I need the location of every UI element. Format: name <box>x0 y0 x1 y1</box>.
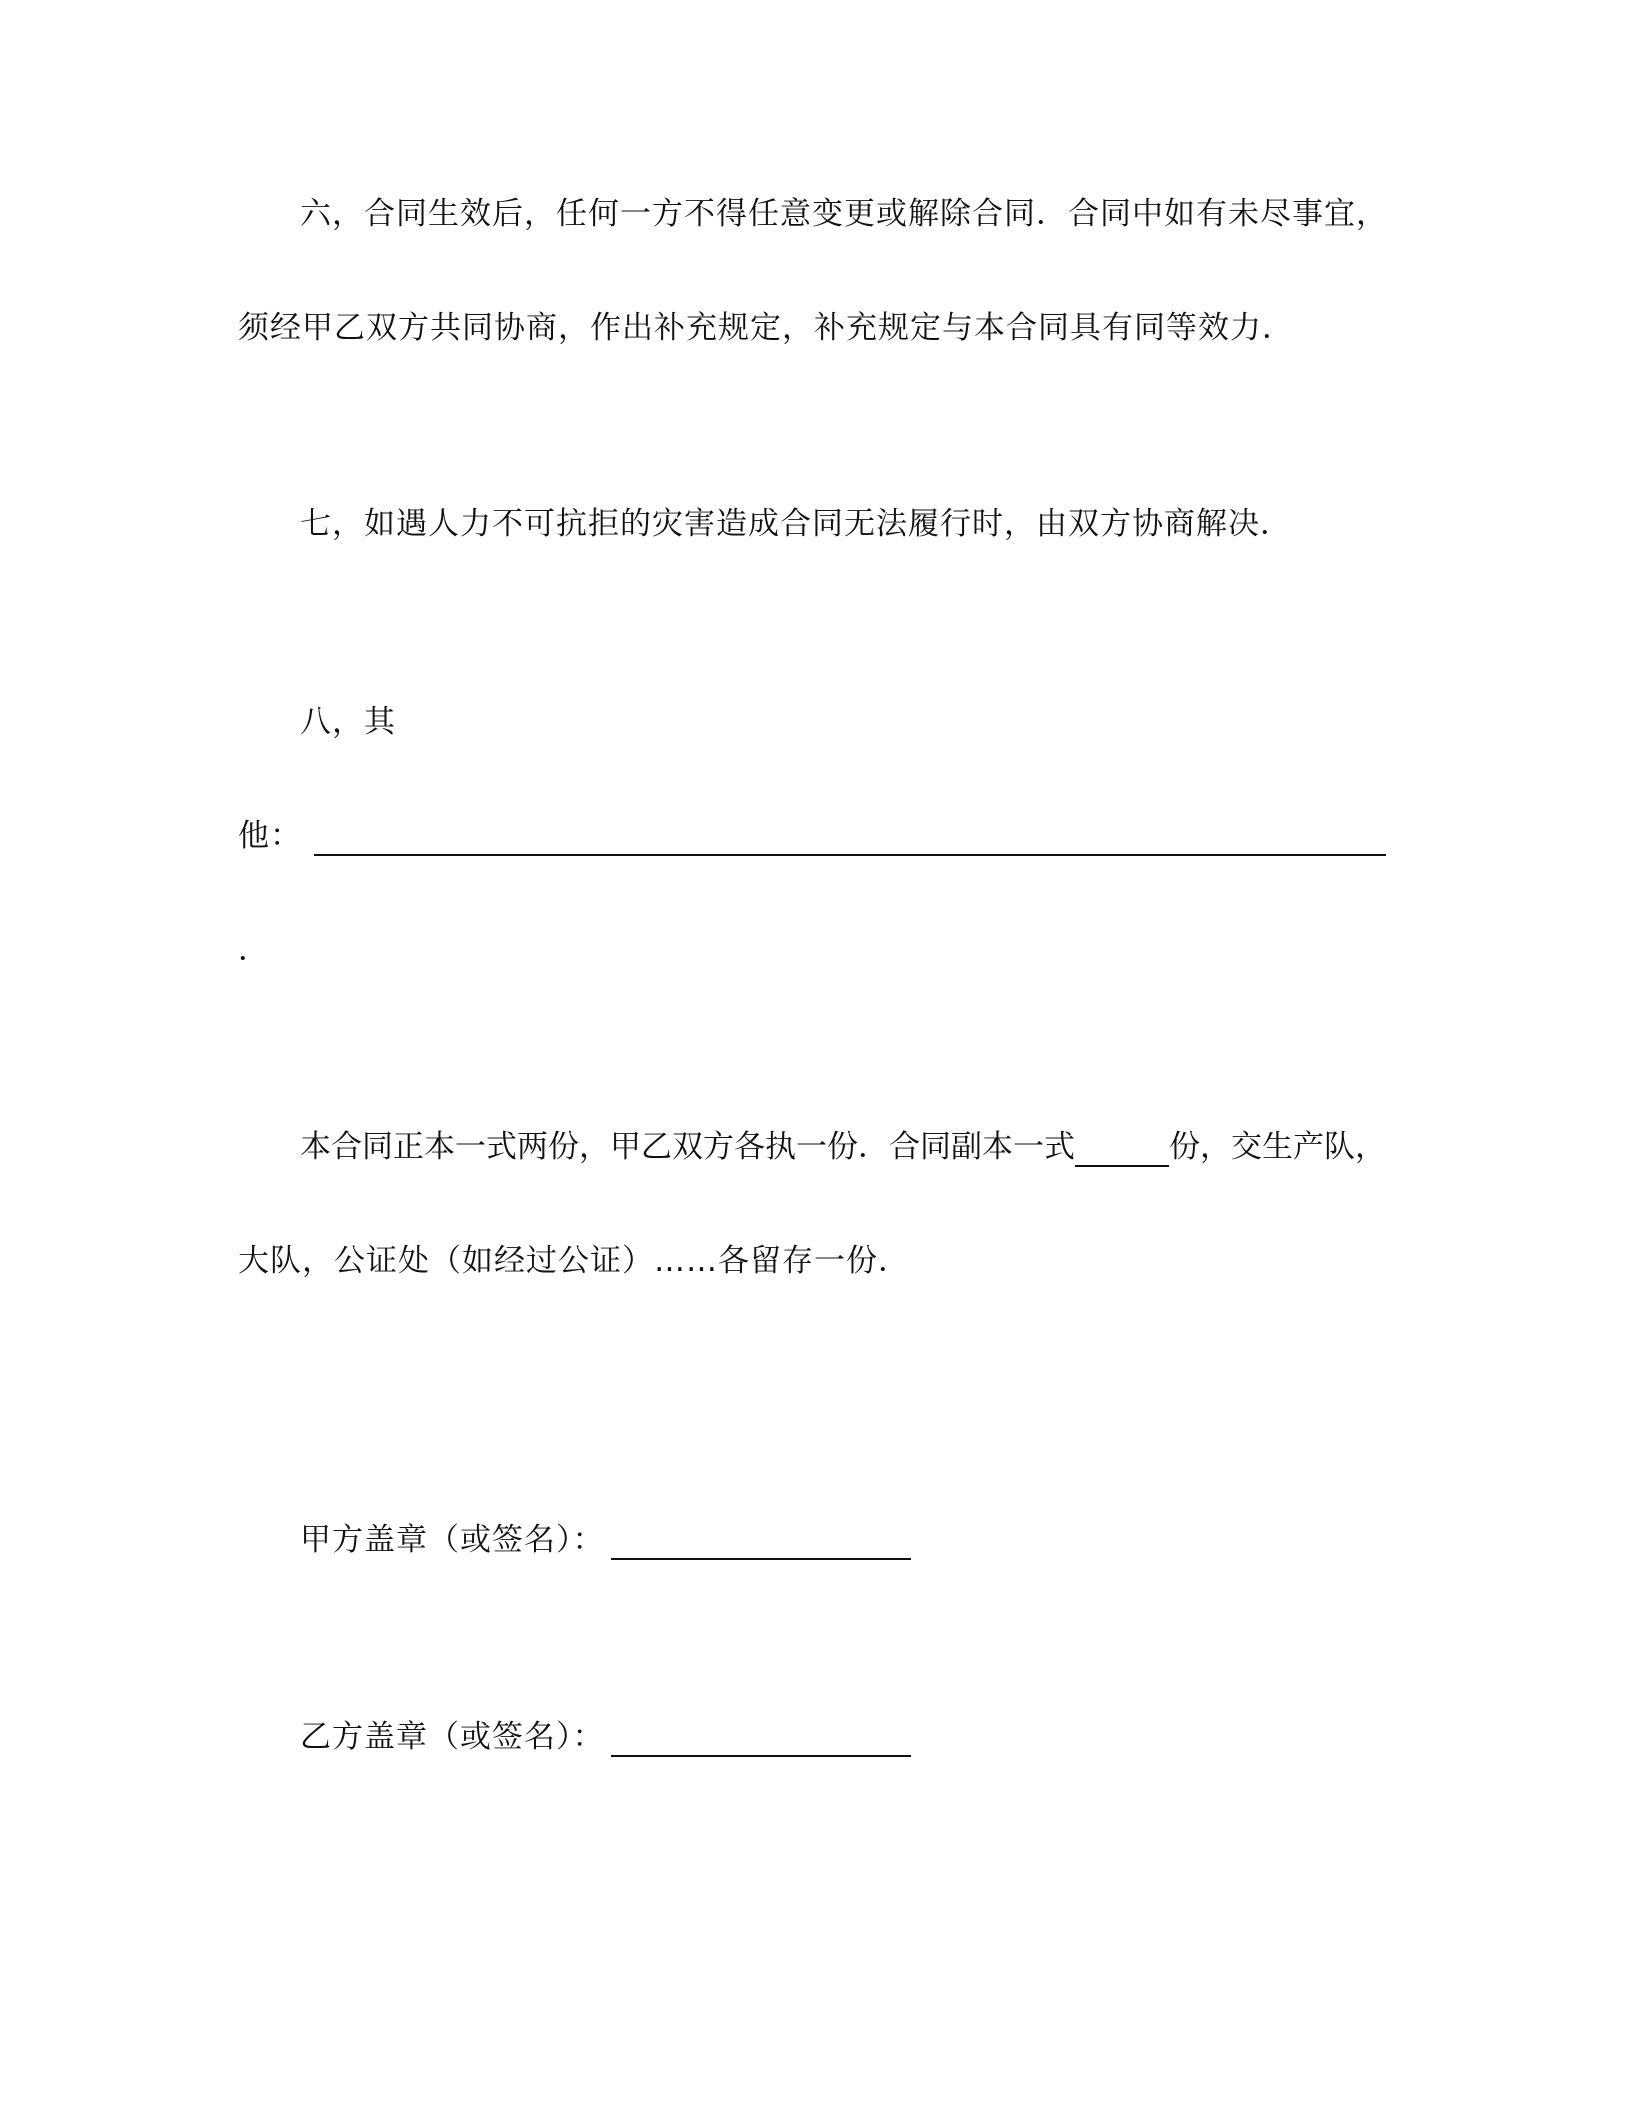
clause-8-text-1: 八，其 <box>300 704 396 740</box>
party-b-signature-blank[interactable] <box>611 1719 911 1757</box>
party-a-signature-blank[interactable] <box>611 1522 911 1560</box>
clause-8-line-2 <box>238 816 1386 856</box>
copies-text-1a: 本合同正本一式两份，甲乙双方各执一份．合同副本一式 <box>300 1129 1075 1165</box>
clause-7-text-1: 七，如遇人力不可抗拒的灾害造成合同无法履行时，由双方协商解决． <box>300 506 1292 542</box>
clause-6-line-2 <box>238 308 1294 348</box>
party-a-signature-line <box>300 1520 911 1560</box>
clause-8-text-3: ． <box>238 932 270 968</box>
copy-count-blank[interactable] <box>1075 1129 1169 1167</box>
clause-6-text-1: 六，合同生效后，任何一方不得任意变更或解除合同．合同中如有未尽事宜， <box>300 196 1388 232</box>
clause-8-label-other: 他： <box>238 818 302 854</box>
party-b-signature-label: 乙方盖章（或签名）： <box>300 1719 605 1755</box>
copies-line-2 <box>238 1241 910 1281</box>
clause-8-line-3 <box>238 930 270 970</box>
clause-8-line-1 <box>300 702 396 742</box>
party-a-signature-label: 甲方盖章（或签名）： <box>300 1522 605 1558</box>
copies-text-2: 大队，公证处（如经过公证）……各留存一份． <box>238 1243 910 1279</box>
copies-text-1b: 份，交生产队， <box>1169 1129 1386 1165</box>
other-terms-blank[interactable] <box>314 818 1386 856</box>
copies-line-1 <box>300 1127 1386 1167</box>
party-b-signature-line <box>300 1717 911 1757</box>
clause-7-line-1 <box>300 504 1292 544</box>
clause-6-text-2: 须经甲乙双方共同协商，作出补充规定，补充规定与本合同具有同等效力． <box>238 310 1294 346</box>
clause-6-line-1 <box>300 194 1388 234</box>
